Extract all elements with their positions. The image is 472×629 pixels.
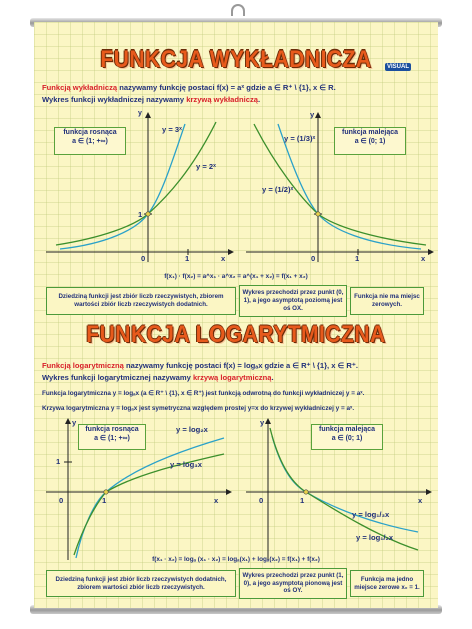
- box-title: funkcja malejąca: [341, 129, 399, 136]
- log-axis-x: x: [214, 496, 219, 505]
- curve-label-half-x: y = (1/2)ˣ: [262, 185, 294, 194]
- axis-y-one-label: 1: [138, 210, 143, 219]
- poster: [34, 22, 438, 608]
- exp-fact-asymptote: Wykres przechodzi przez punkt (0, 1), a jego asymptotą poziomą jest oś OX.: [239, 285, 347, 317]
- log-formula: f(x₁ · x₂) = logₐ (x₁ · x₂) = logₐ(x₁) + logₐ(x₂) = f(x₁) + f(x₂): [152, 556, 320, 563]
- curve-label-log2: y = log₂x: [176, 425, 208, 434]
- log-r-axis-y: y: [260, 418, 265, 427]
- log-fact-domain: Dziedziną funkcji jest zbiór liczb rzeczywistych dodatnich, zbiorem wartości zbiór liczb rzeczywistych.: [46, 570, 236, 597]
- log-r-axis-one: 1: [300, 496, 305, 505]
- box-condition: a ∈ (1; +∞): [72, 138, 108, 146]
- curve-label-log3: y = log₃x: [170, 460, 202, 469]
- axis-one-label: 1: [185, 254, 190, 263]
- exp-formula: f(x₁) · f(x₂) = a^x₁ · a^x₂ = a^(x₁ + x₂) = f(x₁ + x₂): [164, 273, 308, 280]
- axis-x-label: x: [221, 254, 226, 263]
- brand-logo: VISUAL: [387, 64, 410, 70]
- axis-x-label-r: x: [421, 254, 426, 263]
- curve-label-log-third: y = log₁/₃x: [352, 510, 390, 519]
- exp-increasing-box: [54, 127, 126, 155]
- axis-zero-label: 0: [141, 254, 146, 263]
- log-decreasing-box: [311, 424, 383, 450]
- box-condition: a ∈ (1; +∞): [94, 435, 130, 443]
- curve-label-3x: y = 3ˣ: [162, 125, 182, 134]
- curve-label-third-x: y = (1/3)ˣ: [284, 134, 316, 143]
- curve-label-2x: y = 2ˣ: [196, 162, 216, 171]
- box-title: funkcja rosnąca: [63, 129, 117, 136]
- section2-title: FUNKCJA LOGARYTMICZNA: [86, 321, 386, 348]
- curve-label-log-half: y = log₁/₂x: [356, 533, 394, 542]
- section2-definition: Funkcją logarytmiczną nazywamy funkcję postaci f(x) = logₐx gdzie a ∈ R⁺ \ {1}, x ∈ R⁺.: [42, 361, 358, 370]
- log-r-axis-zero: 0: [259, 496, 264, 505]
- axis-y-label: y: [138, 110, 142, 117]
- axis-y-label-r: y: [310, 110, 315, 119]
- log-fact-zeros: Funkcja ma jedno miejsce zerowe x₀ = 1.: [350, 570, 424, 597]
- box-condition: a ∈ (0; 1): [354, 138, 386, 146]
- section1-graph-name: Wykres funkcji wykładniczej nazywamy krzywą wykładniczą.: [42, 95, 261, 104]
- log-axis-one: 1: [102, 496, 107, 505]
- section1-title: FUNKCJA WYKŁADNICZA: [100, 46, 372, 73]
- log-axis-y: y: [72, 418, 77, 427]
- box-title: funkcja malejąca: [318, 426, 376, 433]
- section2-graph-name: Wykres funkcji logarytmicznej nazywamy krzywą logarytmiczną.: [42, 373, 274, 382]
- log-symmetry-note: Krzywa logarytmiczna y = logₐx jest symetryczna względem prostej y=x do krzywej wykładniczej y = aˣ.: [42, 405, 355, 412]
- box-condition: a ∈ (0; 1): [331, 435, 363, 443]
- hanger-hook: [231, 4, 245, 16]
- exp-decreasing-box: [334, 127, 406, 155]
- section1-definition: Funkcją wykładniczą nazywamy funkcję postaci f(x) = aˣ gdzie a ∈ R⁺ \ {1}, x ∈ R.: [42, 83, 336, 92]
- log-inverse-note: Funkcja logarytmiczna y = logₐx (a ∈ R⁺ \ {1}, x ∈ R⁺) jest funkcją odwrotną do funkcji wykładniczej y = aˣ.: [42, 390, 365, 397]
- exp-fact-domain: Dziedziną funkcji jest zbiór liczb rzeczywistych, zbiorem wartości zbiór liczb rzeczywistych dodatnich.: [46, 287, 236, 315]
- log-r-axis-x: x: [418, 496, 423, 505]
- axis-zero-label-r: 0: [311, 254, 316, 263]
- log-increasing-box: [78, 424, 146, 450]
- log-axis-zero: 0: [59, 496, 64, 505]
- log-axis-y-one: 1: [56, 457, 61, 466]
- log-fact-asymptote: Wykres przechodzi przez punkt (1, 0), a jego asymptotą pionową jest oś OY.: [239, 568, 347, 599]
- box-title: funkcja rosnąca: [85, 426, 139, 433]
- exp-fact-zeros: Funkcja nie ma miejsc zerowych.: [350, 287, 424, 315]
- axis-one-label-r: 1: [355, 254, 360, 263]
